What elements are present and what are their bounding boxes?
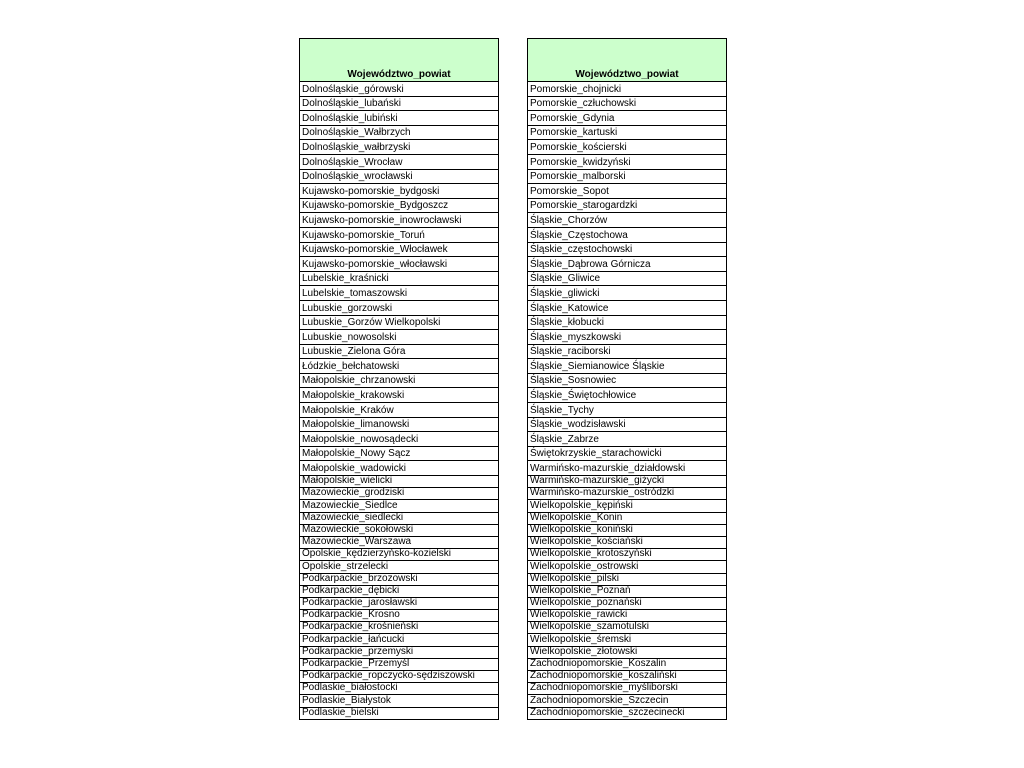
table-row: Śląskie_wodzisławski (528, 418, 726, 433)
table-row: Śląskie_Katowice (528, 301, 726, 316)
table-row: Małopolskie_chrzanowski (300, 374, 498, 389)
table-row: Wielkopolskie_kępiński (528, 500, 726, 512)
table-row: Małopolskie_Nowy Sącz (300, 447, 498, 462)
table-row: Podkarpackie_dębicki (300, 586, 498, 598)
table-row: Kujawsko-pomorskie_inowrocławski (300, 213, 498, 228)
table-row: Kujawsko-pomorskie_Toruń (300, 228, 498, 243)
table-row: Śląskie_Tychy (528, 403, 726, 418)
table-row: Wielkopolskie_śremski (528, 634, 726, 646)
table-row: Kujawsko-pomorskie_Bydgoszcz (300, 199, 498, 214)
table-row: Podlaskie_Białystok (300, 695, 498, 707)
table-row: Mazowieckie_grodziski (300, 488, 498, 500)
table-row: Lubuskie_Gorzów Wielkopolski (300, 316, 498, 331)
table-row: Wielkopolskie_szamotulski (528, 622, 726, 634)
table-row: Śląskie_raciborski (528, 345, 726, 360)
table-row: Wielkopolskie_koniński (528, 525, 726, 537)
table-row: Śląskie_Świętochłowice (528, 388, 726, 403)
table-row: Podkarpackie_ropczycko-sędziszowski (300, 671, 498, 683)
table-row: Śląskie_myszkowski (528, 330, 726, 345)
table-row: Małopolskie_krakowski (300, 388, 498, 403)
table-row: Śląskie_kłobucki (528, 316, 726, 331)
table-row: Dolnośląskie_lubański (300, 97, 498, 112)
table-row: Śląskie_Chorzów (528, 213, 726, 228)
table-row: Zachodniopomorskie_myśliborski (528, 683, 726, 695)
table-row: Śląskie_Gliwice (528, 272, 726, 287)
table-row: Pomorskie_kartuski (528, 126, 726, 141)
table-row: Mazowieckie_Warszawa (300, 537, 498, 549)
table-row: Dolnośląskie_wrocławski (300, 170, 498, 185)
table-row: Wielkopolskie_poznański (528, 598, 726, 610)
table-row: Wielkopolskie_złotowski (528, 647, 726, 659)
table-row: Dolnośląskie_Wałbrzych (300, 126, 498, 141)
table-row: Opolskie_kędzierzyńsko-kozielski (300, 549, 498, 561)
table-row: Podlaskie_białostocki (300, 683, 498, 695)
table-row: Śląskie_Siemianowice Śląskie (528, 359, 726, 374)
table-row: Zachodniopomorskie_Koszalin (528, 659, 726, 671)
table-row: Wielkopolskie_rawicki (528, 610, 726, 622)
table-row: Pomorskie_Gdynia (528, 111, 726, 126)
table-row: Wielkopolskie_ostrowski (528, 561, 726, 573)
table-row: Podkarpackie_jarosławski (300, 598, 498, 610)
table-row: Dolnośląskie_Wrocław (300, 155, 498, 170)
table-row: Małopolskie_limanowski (300, 418, 498, 433)
table-row: Opolskie_strzelecki (300, 561, 498, 573)
table-row: Podlaskie_bielski (300, 708, 498, 720)
table-row: Podkarpackie_łańcucki (300, 634, 498, 646)
column-header: Województwo_powiat (300, 39, 498, 82)
right-table (527, 38, 727, 720)
table-row: Pomorskie_człuchowski (528, 97, 726, 112)
table-row: Mazowieckie_siedlecki (300, 513, 498, 525)
table-row: Śląskie_Częstochowa (528, 228, 726, 243)
table-row: Zachodniopomorskie_Szczecin (528, 695, 726, 707)
table-row: Kujawsko-pomorskie_włocławski (300, 257, 498, 272)
table-row: Śląskie_gliwicki (528, 286, 726, 301)
table-row: Łódzkie_bełchatowski (300, 359, 498, 374)
table-row: Śląskie_Sosnowiec (528, 374, 726, 389)
table-row: Dolnośląskie_górowski (300, 82, 498, 97)
table-row: Dolnośląskie_wałbrzyski (300, 140, 498, 155)
table-row: Kujawsko-pomorskie_Włocławek (300, 243, 498, 258)
table-row: Lubelskie_kraśnicki (300, 272, 498, 287)
table-row: Wielkopolskie_Poznań (528, 586, 726, 598)
left-table (299, 38, 499, 720)
rows-container (300, 82, 498, 720)
table-row: Warmińsko-mazurskie_ostródzki (528, 488, 726, 500)
table-row: Podkarpackie_Krosno (300, 610, 498, 622)
table-row: Małopolskie_nowosądecki (300, 432, 498, 447)
table-row: Wielkopolskie_kościański (528, 537, 726, 549)
table-row: Zachodniopomorskie_szczecinecki (528, 708, 726, 720)
table-row: Podkarpackie_przemyski (300, 647, 498, 659)
table-row: Lubuskie_gorzowski (300, 301, 498, 316)
table-row: Śląskie_Zabrze (528, 432, 726, 447)
table-row: Wielkopolskie_pilski (528, 574, 726, 586)
table-row: Pomorskie_Sopot (528, 184, 726, 199)
table-row: Pomorskie_starogardzki (528, 199, 726, 214)
table-row: Pomorskie_chojnicki (528, 82, 726, 97)
table-row: Mazowieckie_sokołowski (300, 525, 498, 537)
table-row: Warmińsko-mazurskie_giżycki (528, 476, 726, 488)
table-row: Dolnośląskie_lubiński (300, 111, 498, 126)
table-row: Podkarpackie_brzozowski (300, 574, 498, 586)
table-row: Wielkopolskie_krotoszyński (528, 549, 726, 561)
table-row: Zachodniopomorskie_koszaliński (528, 671, 726, 683)
table-row: Śląskie_Dąbrowa Górnicza (528, 257, 726, 272)
column-header: Województwo_powiat (528, 39, 726, 82)
table-row: Lubuskie_Zielona Góra (300, 345, 498, 360)
table-row: Mazowieckie_Siedlce (300, 500, 498, 512)
table-row: Podkarpackie_Przemyśl (300, 659, 498, 671)
table-row: Małopolskie_Kraków (300, 403, 498, 418)
table-row: Małopolskie_wielicki (300, 476, 498, 488)
table-row: Lubuskie_nowosolski (300, 330, 498, 345)
table-row: Warmińsko-mazurskie_działdowski (528, 461, 726, 476)
table-row: Pomorskie_malborski (528, 170, 726, 185)
table-row: Kujawsko-pomorskie_bydgoski (300, 184, 498, 199)
table-row: Pomorskie_kościerski (528, 140, 726, 155)
table-row: Świętokrzyskie_starachowicki (528, 447, 726, 462)
table-row: Małopolskie_wadowicki (300, 461, 498, 476)
table-row: Pomorskie_kwidzyński (528, 155, 726, 170)
table-row: Wielkopolskie_Konin (528, 513, 726, 525)
rows-container (528, 82, 726, 720)
table-row: Śląskie_częstochowski (528, 243, 726, 258)
table-row: Lubelskie_tomaszowski (300, 286, 498, 301)
table-row: Podkarpackie_krośnieński (300, 622, 498, 634)
